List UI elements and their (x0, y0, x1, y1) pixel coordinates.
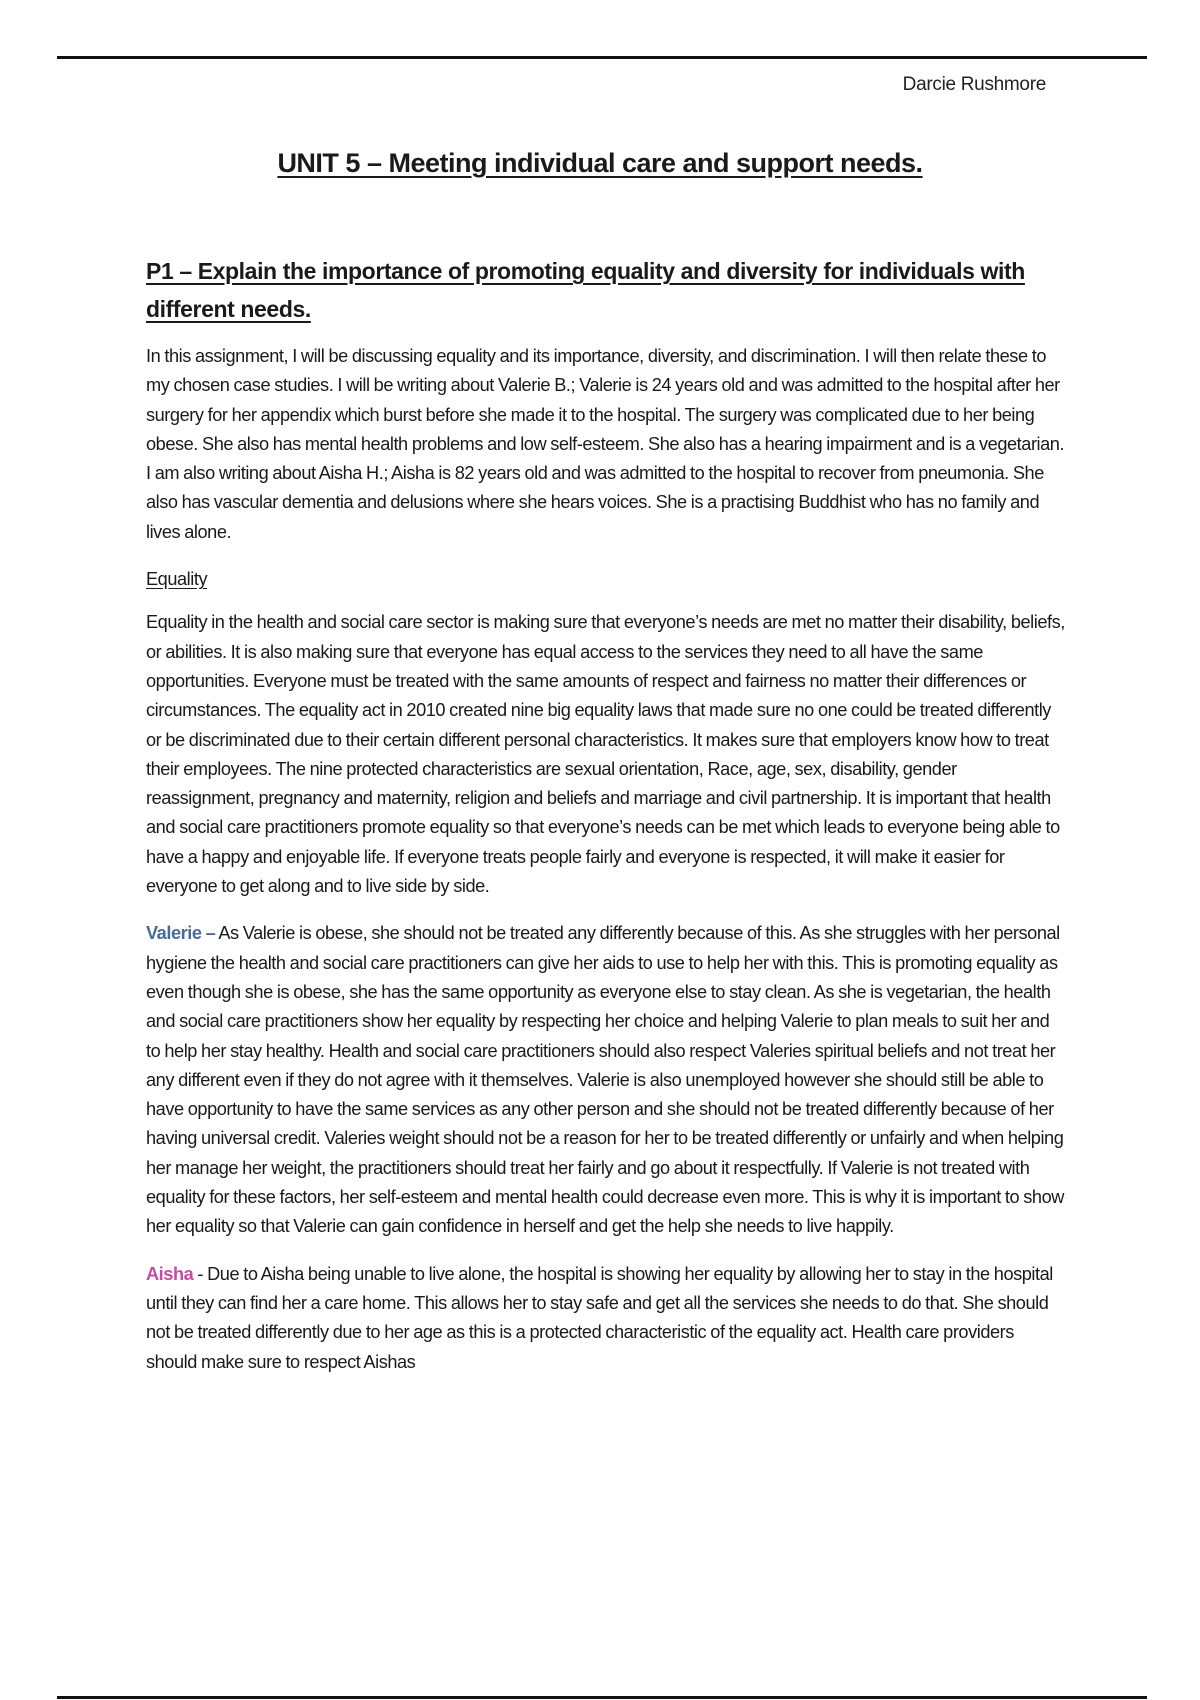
equality-subheading: Equality (146, 569, 208, 590)
intro-paragraph: In this assignment, I will be discussing equality and its importance, diversity, and discrimination. I will then relate these to my chosen case studies. I will be writing about Valerie B.; Valerie is 24 years old and was admitted to the hospital after her surgery for her appendix which burst before she made it to the hospital. The surgery was complicated due to her being obese. She also has mental health problems and low self-esteem. She also has a hearing impairment and is a vegetarian. I am also writing about Aisha H.; Aisha is 82 years old and was admitted to the hospital to recover from pneumonia. She also has vascular dementia and delusions where she hears voices. She is a practising Buddhist who has no family and lives alone. (146, 346, 1065, 542)
document-title-text: UNIT 5 – Meeting individual care and support needs. (277, 148, 923, 178)
valerie-text: As Valerie is obese, she should not be treated any differently because of this. As she struggles with her personal hygiene the health and social care practitioners can give her aids to use to help her with this. This is promoting equality as even though she is obese, she has the same opportunity as everyone else to stay clean. As she is vegetarian, the health and social care practitioners show her equality by respecting her choice and helping Valerie to plan meals to suit her and to help her stay healthy. Health and social care practitioners should also respect Valeries spiritual beliefs and not treat her any different even if they do not agree with it themselves. Valerie is also unemployed however she should still be able to have opportunity to have the same services as any other person and she should not be treated differently because of her having universal credit. Valeries weight should not be a reason for her to be treated differently or unfairly and when helping her manage her weight, the practitioners should treat her fairly and go about it respectfully. If Valerie is not treated with equality for these factors, her self-esteem and mental health could decrease even more. This is why it is important to show her equality so that Valerie can gain confidence in herself and get the help she needs to live happily. (146, 923, 1064, 1237)
aisha-label: Aisha (146, 1263, 194, 1284)
document-body (146, 252, 1066, 1395)
document-title (0, 148, 1200, 179)
valerie-label: Valerie – (146, 923, 216, 944)
footer-rule (57, 1696, 1147, 1699)
equality-paragraph: Equality in the health and social care sector is making sure that everyone’s needs are met no matter their disability, beliefs, or abilities. It is also making sure that everyone has equal access to the services they need to all have the same opportunities. Everyone must be treated with the same amounts of respect and fairness no matter their differences or circumstances. The equality act in 2010 created nine big equality laws that made sure no one could be treated differently or be discriminated due to their certain different personal characteristics. It makes sure that employers know how to treat their employees. The nine protected characteristics are sexual orientation, Race, age, sex, disability, gender reassignment, pregnancy and maternity, religion and beliefs and marriage and civil partnership. It is important that health and social care practitioners promote equality so that everyone’s needs can be met which leads to everyone being able to have a happy and enjoyable life. If everyone treats people fairly and everyone is respected, it will make it easier for everyone to get along and to live side by side. (146, 612, 1065, 897)
author-name: Darcie Rushmore (902, 74, 1046, 95)
valerie-paragraph (146, 919, 1066, 1241)
header-rule (57, 56, 1147, 59)
aisha-text: - Due to Aisha being unable to live alone, the hospital is showing her equality by allowing her to stay in the hospital until they can find her a care home. This allows her to stay safe and get all the services she needs to do that. She should not be treated differently due to her age as this is a protected characteristic of the equality act. Health care providers should make sure to respect Aishas (146, 1263, 1053, 1372)
aisha-paragraph (146, 1260, 1066, 1377)
section-heading: P1 – Explain the importance of promoting equality and diversity for individuals with different needs. (146, 258, 1025, 322)
